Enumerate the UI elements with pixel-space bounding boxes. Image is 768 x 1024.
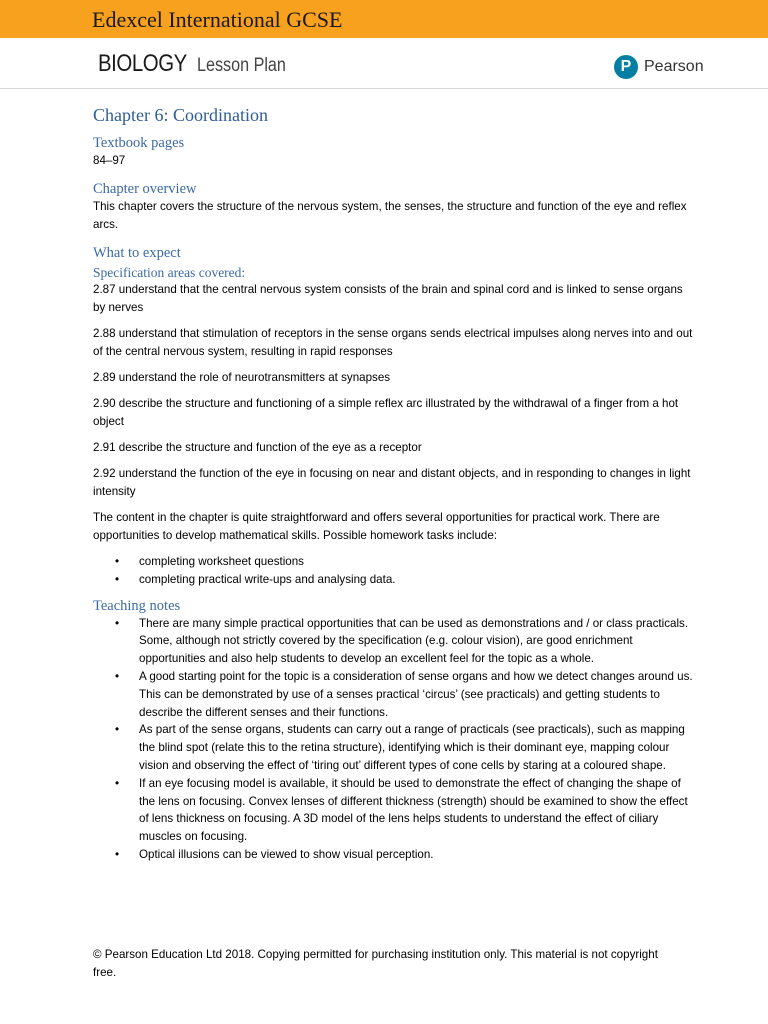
bullet-icon: • (115, 572, 120, 586)
doc-type-label: Lesson Plan (197, 55, 286, 76)
teaching-heading: Teaching notes (93, 597, 181, 614)
overview-text: This chapter covers the structure of the nervous system, the senses, the structure and function of the eye and reflex arcs. (93, 200, 687, 231)
chapter-title: Chapter 6: Coordination (93, 105, 268, 125)
spec-item: 2.88 understand that stimulation of receptors in the sense organs sends electrical impulses along nerves into and out of the central nervous system, resulting in rapid responses (93, 327, 693, 358)
list-item: • completing worksheet questions (93, 553, 693, 571)
list-item: • A good starting point for the topic is a consideration of sense organs and how we detect changes around us. This can be demonstrated by use of a senses practical ‘circus’ (see practicals) and getting students to describe the different senses and their functions. (115, 669, 693, 719)
overview-heading: Chapter overview (93, 181, 197, 197)
pearson-logo-icon: P (614, 55, 638, 79)
pearson-logo (614, 54, 704, 80)
series-title: Edexcel International GCSE (92, 7, 343, 32)
spec-item: 2.91 describe the structure and function of the eye as a receptor (93, 441, 422, 454)
textbook-pages: 84–97 (93, 154, 126, 167)
list-item: • If an eye focusing model is available, it should be used to demonstrate the effect of changing the shape of the lens on focusing. Convex lenses of different thickness (strength) should be examined to show the effect of lens thickness on focusing. A 3D model of the lens helps students to understand the effect of ciliary muscles on focusing. (115, 776, 688, 844)
list-item: • Optical illusions can be viewed to show visual perception. (93, 846, 693, 864)
copyright-footer: © Pearson Education Ltd 2018. Copying permitted for purchasing institution only. This material is not copyright free. (93, 948, 658, 979)
spec-item: 2.92 understand the function of the eye in focusing on near and distant objects, and in responding to changes in light intensity (93, 467, 691, 498)
spec-item: 2.87 understand that the central nervous system consists of the brain and spinal cord and is linked to sense organs by nerves (93, 283, 683, 314)
subject-label: BIOLOGY (98, 50, 187, 77)
content-text: The content in the chapter is quite straightforward and offers several opportunities for practical work. There are opportunities to develop mathematical skills. Possible homework tasks include: (93, 511, 660, 542)
bullet-icon: • (115, 776, 120, 790)
bullet-icon: • (115, 723, 120, 737)
subject-title (98, 50, 302, 78)
textbook-heading: Textbook pages (93, 135, 185, 151)
pearson-wordmark: Pearson (644, 58, 704, 75)
list-item: • There are many simple practical opportunities that can be used as demonstrations and / or class practicals. Some, although not strictly covered by the specification (e.g. colour vision), are good enrichment opportunities and also help students to develop an excellent feel for the topic as a whole. (115, 616, 689, 666)
header-divider (0, 88, 768, 89)
homework-list (93, 553, 693, 589)
list-item: • As part of the sense organs, students can carry out a range of practicals (see practicals), such as mapping the blind spot (relate this to the retina structure), identifying which is their dominant eye, mapping colour vision and observing the effect of ‘tiring out’ different types of cone cells by staring at a coloured shape. (115, 723, 685, 772)
bullet-icon: • (115, 669, 120, 683)
spec-item: 2.90 describe the structure and functioning of a simple reflex arc illustrated by the withdrawal of a finger from a hot object (93, 397, 679, 428)
expect-heading: What to expect (93, 245, 181, 261)
teaching-list (93, 615, 693, 864)
header-banner (0, 0, 768, 38)
bullet-icon: • (115, 616, 120, 630)
bullet-icon: • (115, 847, 120, 861)
list-item: • completing practical write-ups and analysing data. (93, 571, 693, 589)
spec-heading: Specification areas covered: (93, 265, 246, 280)
lesson-plan-body (93, 104, 693, 864)
spec-item: 2.89 understand the role of neurotransmitters at synapses (93, 371, 391, 384)
bullet-icon: • (115, 555, 120, 568)
